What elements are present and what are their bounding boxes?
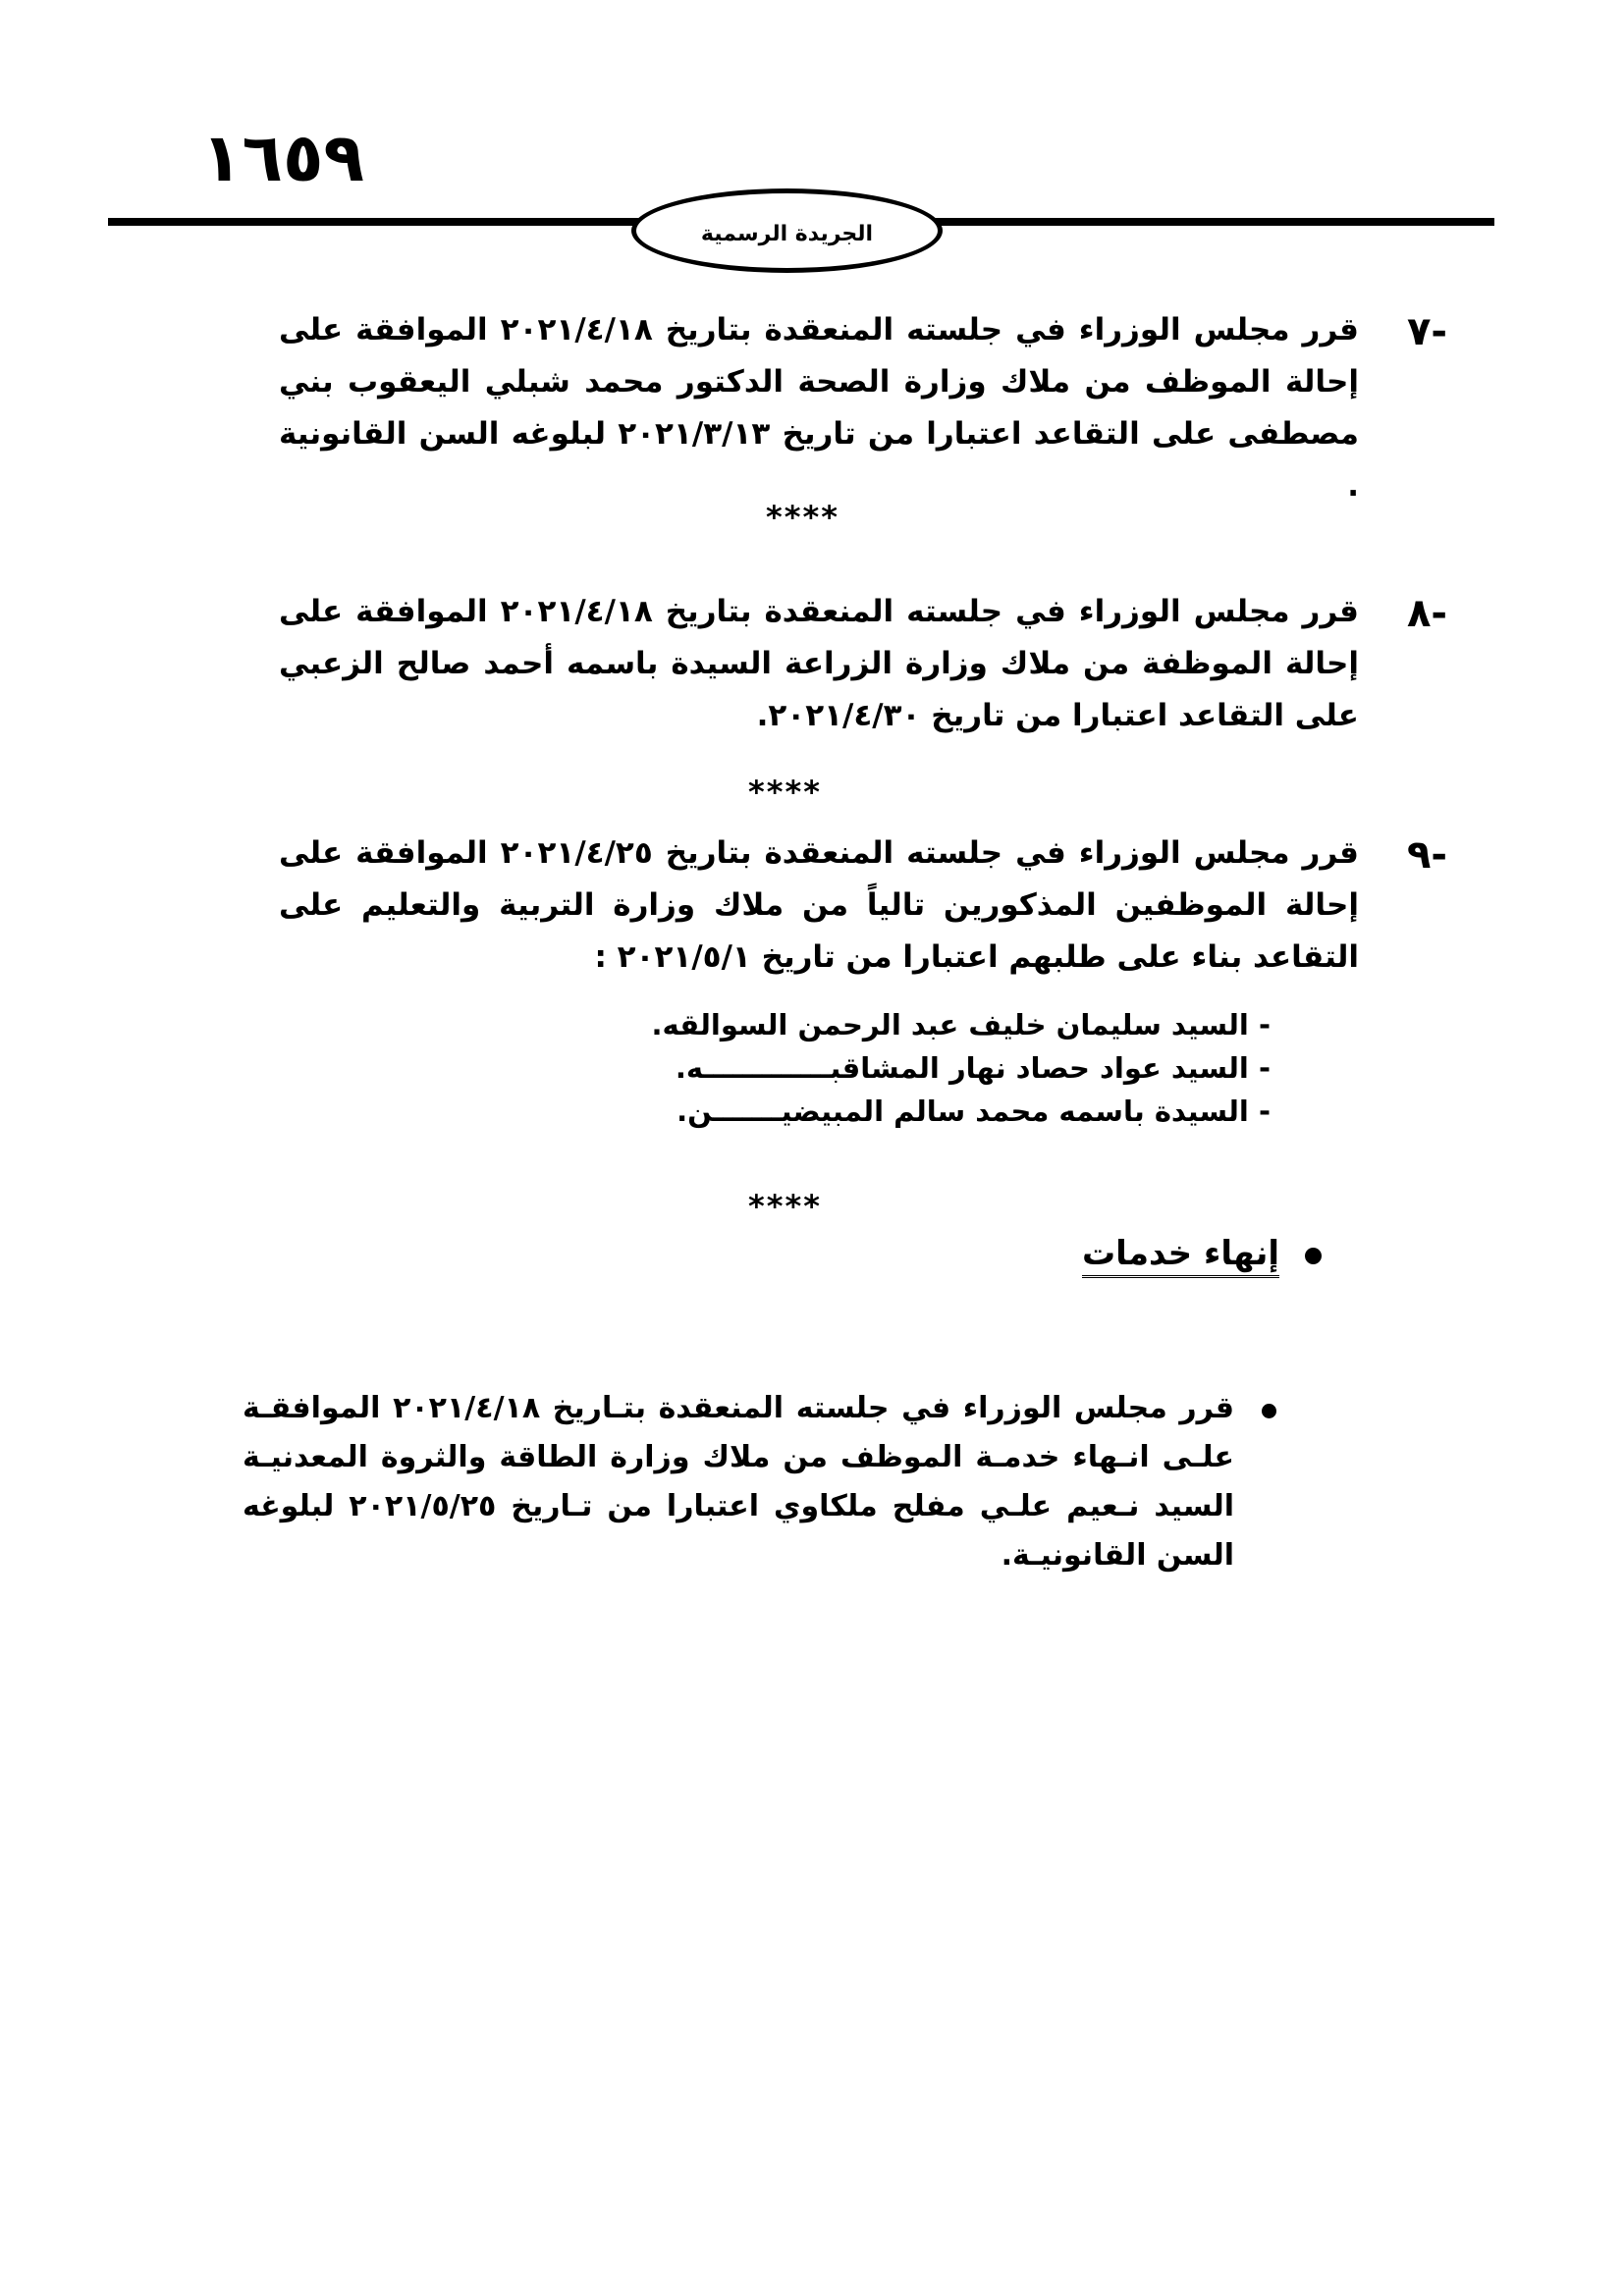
decision-text: قرر مجلس الوزراء في جلسته المنعقدة بتاريخ ٢٠٢١/٤/٢٥ الموافقة على إحالة الموظفين المذكورين تالياً من ملاك وزارة التربية والتعليم على التقاعد بناء على طلبهم اعتبارا من تاريخ ٢٠٢١/٥/١ : xyxy=(279,835,1359,975)
decision-number: -٨ xyxy=(1406,591,1447,636)
decision-text: قرر مجلس الوزراء في جلسته المنعقدة بتاريخ ٢٠٢١/٤/١٨ الموافقة على إحالة الموظفة من ملاك وزارة الزراعة السيدة باسمه أحمد صالح الزعبي على التقاعد اعتبارا من تاريخ ٢٠٢١/٤/٣٠. xyxy=(279,594,1359,733)
list-item: - السيدة باسمه محمد سالم المبيضيـــــــن. xyxy=(677,1095,1271,1128)
names-list xyxy=(583,1003,1271,1133)
list-item: - السيد سليمان خليف عبد الرحمن السوالقه. xyxy=(651,1008,1271,1041)
section-heading xyxy=(1082,1234,1322,1278)
decision-8 xyxy=(279,586,1447,742)
separator-stars: **** xyxy=(748,1188,822,1225)
page-number: ١٦٥٩ xyxy=(201,120,365,197)
decision-7 xyxy=(279,304,1447,512)
separator-stars: **** xyxy=(766,499,839,536)
gazette-title: الجريدة الرسمية xyxy=(700,221,874,246)
termination-decision xyxy=(243,1384,1234,1580)
decision-number: -٩ xyxy=(1406,832,1447,878)
bullet-icon xyxy=(1262,1404,1276,1418)
list-item: - السيد عواد حصاد نهار المشاقبـــــــــــــه. xyxy=(675,1051,1271,1085)
decision-9 xyxy=(279,828,1447,984)
section-title: إنهاء خدمات xyxy=(1082,1234,1279,1278)
header-oval xyxy=(631,188,943,273)
bullet-icon xyxy=(1305,1248,1322,1264)
decision-text: قرر مجلس الوزراء في جلسته المنعقدة بتاريخ ٢٠٢١/٤/١٨ الموافقة على إحالة الموظف من ملاك وزارة الصحة الدكتور محمد شبلي اليعقوب بني مصطفى على التقاعد اعتبارا من تاريخ ٢٠٢١/٣/١٣ لبلوغه السن القانونية . xyxy=(279,312,1359,504)
separator-stars: **** xyxy=(748,774,822,811)
decision-number: -٧ xyxy=(1406,309,1447,354)
termination-text: قرر مجلس الوزراء في جلسته المنعقدة بتـاريخ ٢٠٢١/٤/١٨ الموافقـة علـى انـهاء خدمـة الموظف من ملاك وزارة الطاقة والثروة المعدنيـة السيد نـعيم علـي مفلح ملكاوي اعتبارا من تـاريخ ٢٠٢١/٥/٢٥ لبلوغه السن القانونيـة. xyxy=(243,1391,1235,1573)
